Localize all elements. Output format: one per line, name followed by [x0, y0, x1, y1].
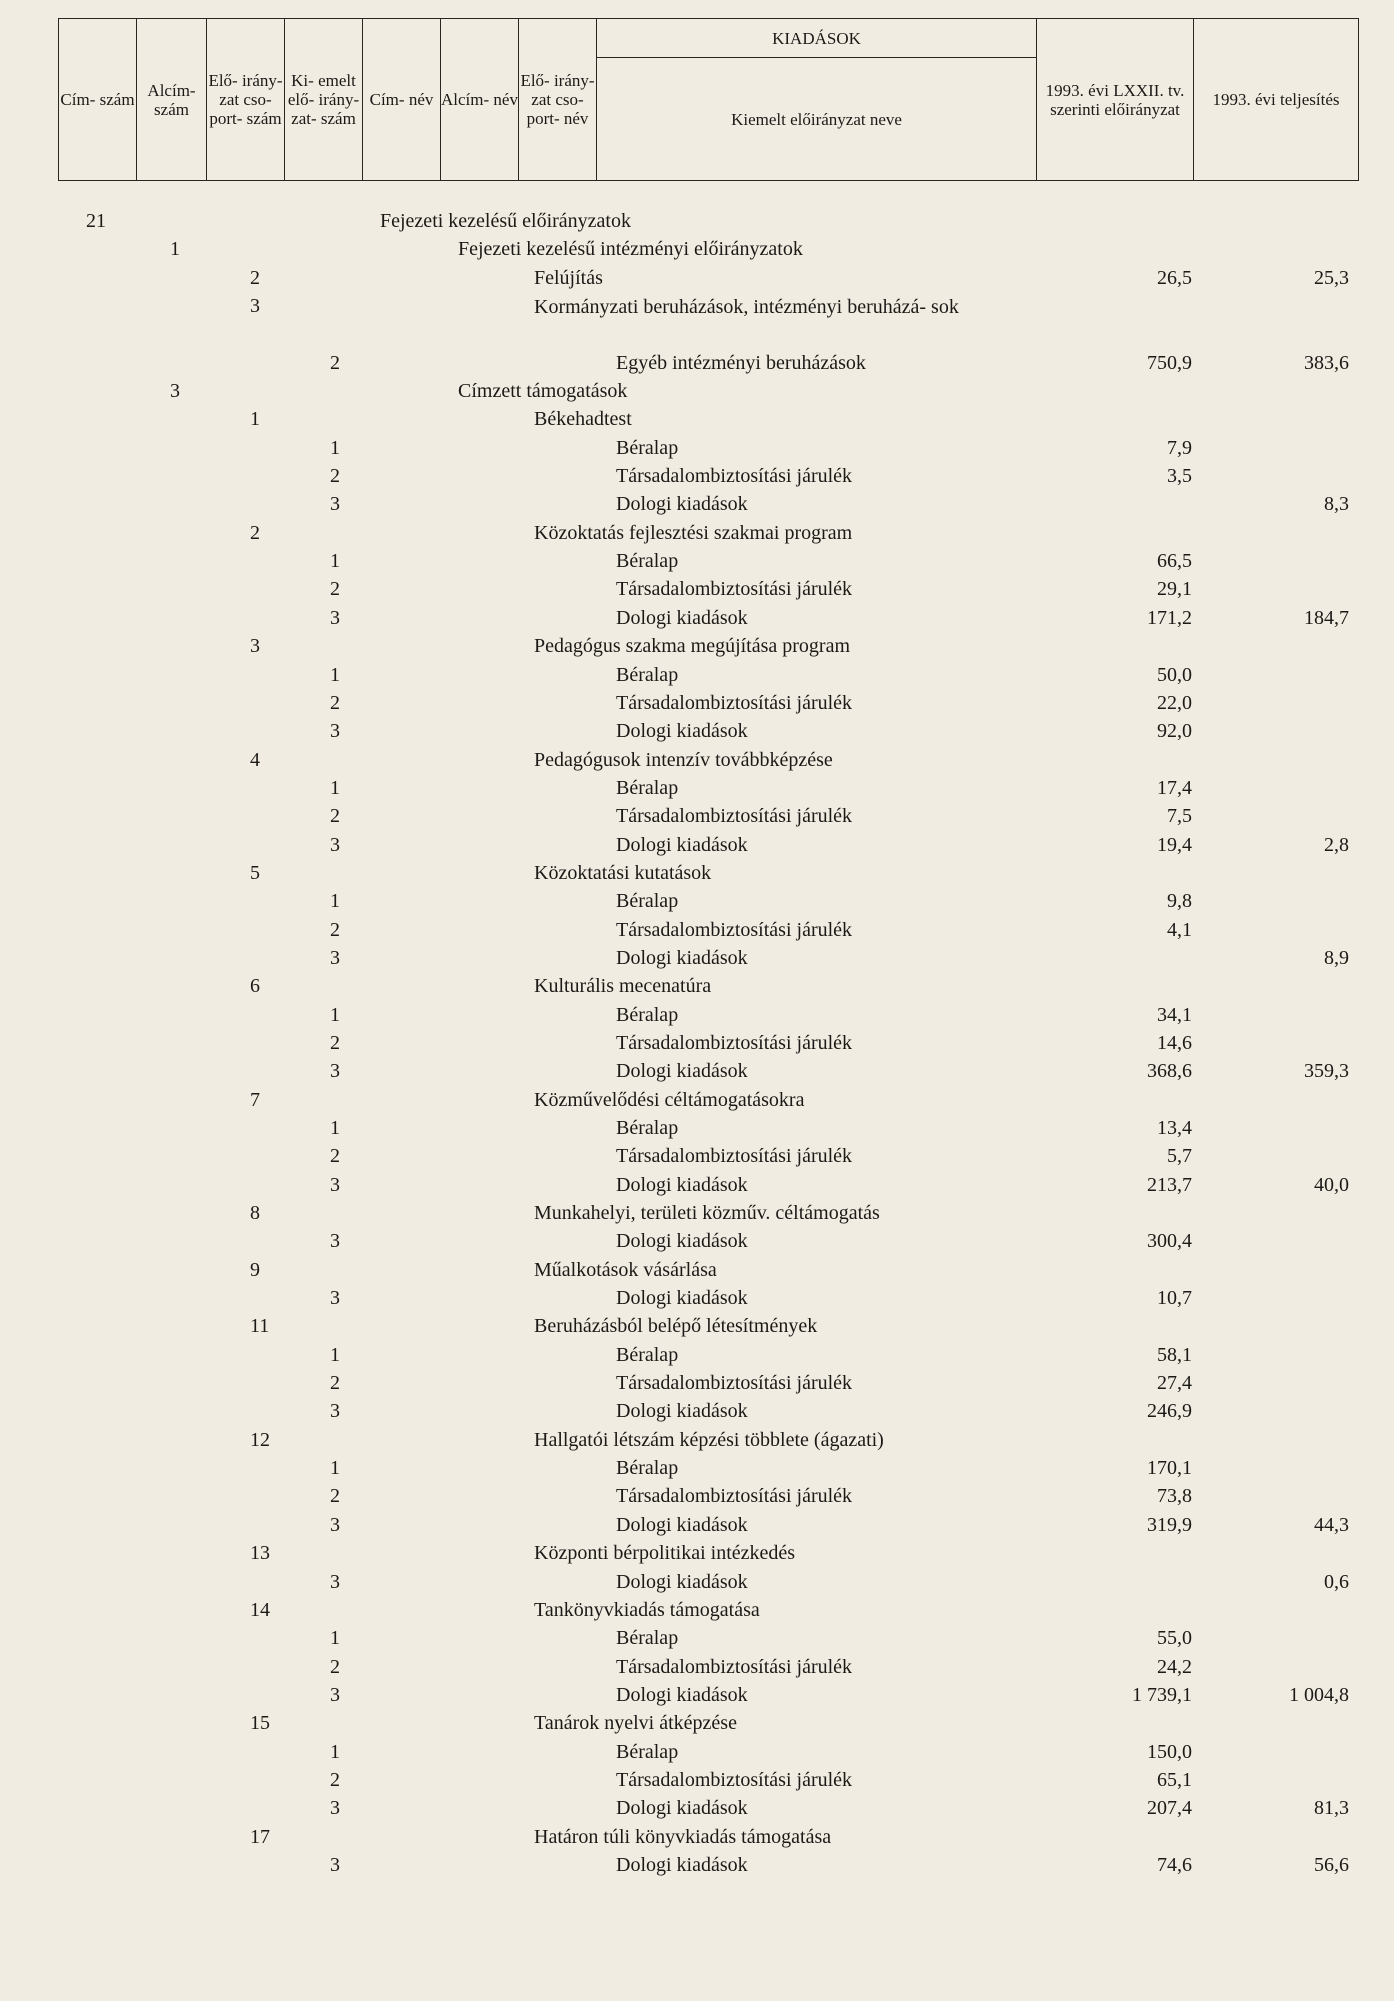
row-plan-value: 171,2 — [1147, 606, 1192, 629]
table-row — [0, 633, 1394, 661]
table-row — [0, 378, 1394, 406]
row-actual-value: 1 004,8 — [1289, 1683, 1349, 1706]
row-plan-value: 3,5 — [1167, 465, 1192, 488]
row-code: 1 — [330, 890, 340, 913]
row-code: 2 — [330, 1031, 340, 1054]
row-code: 12 — [250, 1428, 270, 1451]
row-code: 3 — [170, 380, 180, 403]
header-kiadasok: KIADÁSOK — [597, 19, 1037, 58]
row-plan-value: 170,1 — [1147, 1457, 1192, 1480]
row-name: Dologi kiadások — [616, 1173, 748, 1196]
row-code: 2 — [250, 266, 260, 289]
header-kiemelt-eloiranyzat-neve: Kiemelt előirányzat neve — [597, 58, 1037, 181]
row-code: 1 — [330, 1627, 340, 1650]
row-name: Dologi kiadások — [616, 833, 748, 856]
row-code: 3 — [330, 1400, 340, 1423]
row-plan-value: 9,8 — [1167, 890, 1192, 913]
row-name: Felújítás — [534, 266, 603, 289]
row-name: Közoktatás fejlesztési szakmai program — [534, 521, 853, 544]
table-row — [0, 1342, 1394, 1370]
row-plan-value: 7,5 — [1167, 805, 1192, 828]
row-name: Béralap — [616, 1627, 679, 1650]
row-code: 2 — [330, 1485, 340, 1508]
row-plan-value: 150,0 — [1147, 1740, 1192, 1763]
table-row — [0, 1398, 1394, 1426]
row-name: Dologi kiadások — [616, 1287, 748, 1310]
table-row — [0, 917, 1394, 945]
row-plan-value: 66,5 — [1157, 550, 1192, 573]
row-name: Béralap — [616, 1740, 679, 1763]
row-plan-value: 19,4 — [1157, 833, 1192, 856]
table-row — [0, 406, 1394, 434]
table-row — [0, 1058, 1394, 1086]
row-plan-value: 73,8 — [1157, 1485, 1192, 1508]
row-name: Dologi kiadások — [616, 720, 748, 743]
row-plan-value: 22,0 — [1157, 691, 1192, 714]
row-code: 1 — [330, 436, 340, 459]
table-row — [0, 1852, 1394, 1880]
row-code: 1 — [330, 550, 340, 573]
row-code: 3 — [330, 833, 340, 856]
row-plan-value: 750,9 — [1147, 351, 1192, 374]
table-row — [0, 1002, 1394, 1030]
table-row — [0, 888, 1394, 916]
table-row — [0, 1370, 1394, 1398]
row-name: Béralap — [616, 663, 679, 686]
row-name: Dologi kiadások — [616, 1683, 748, 1706]
header-teljesites-1993: 1993. évi teljesítés — [1194, 19, 1359, 181]
row-actual-value: 56,6 — [1314, 1853, 1349, 1876]
row-name: Fejezeti kezelésű intézményi előirányzatok — [458, 238, 803, 261]
table-row — [0, 1597, 1394, 1625]
row-name: Dologi kiadások — [616, 1400, 748, 1423]
row-name: Kulturális mecenatúra — [534, 975, 712, 998]
row-name: Társadalombiztosítási járulék — [616, 918, 853, 941]
row-code: 13 — [250, 1542, 270, 1565]
row-code: 2 — [330, 1768, 340, 1791]
table-row — [0, 1654, 1394, 1682]
row-name: Társadalombiztosítási járulék — [616, 578, 853, 601]
row-name: Béralap — [616, 1343, 679, 1366]
row-plan-value: 368,6 — [1147, 1060, 1192, 1083]
table-row — [0, 1682, 1394, 1710]
row-name: Dologi kiadások — [616, 1853, 748, 1876]
row-code: 1 — [330, 1457, 340, 1480]
row-plan-value: 10,7 — [1157, 1287, 1192, 1310]
table-row — [0, 463, 1394, 491]
row-name: Egyéb intézményi beruházások — [616, 351, 866, 374]
row-code: 3 — [250, 295, 260, 318]
row-actual-value: 25,3 — [1314, 266, 1349, 289]
row-plan-value: 26,5 — [1157, 266, 1192, 289]
table-row — [0, 236, 1394, 264]
row-name: Béralap — [616, 1003, 679, 1026]
table-row — [0, 803, 1394, 831]
table-row — [0, 208, 1394, 236]
row-actual-value: 383,6 — [1304, 351, 1349, 374]
row-actual-value: 0,6 — [1324, 1570, 1349, 1593]
row-name: Béralap — [616, 550, 679, 573]
row-name: Béralap — [616, 1117, 679, 1139]
row-code: 3 — [330, 606, 340, 629]
row-code: 3 — [330, 1683, 340, 1706]
row-plan-value: 319,9 — [1147, 1513, 1192, 1536]
row-code: 2 — [330, 1372, 340, 1395]
row-code: 2 — [330, 578, 340, 601]
row-plan-value: 92,0 — [1157, 720, 1192, 743]
table-row — [0, 576, 1394, 604]
row-code: 14 — [250, 1598, 270, 1621]
table-row — [0, 832, 1394, 860]
row-code: 1 — [250, 408, 260, 431]
header-cim-nev: Cím- név — [363, 19, 441, 181]
table-row — [0, 520, 1394, 548]
row-code: 1 — [170, 238, 180, 261]
row-code: 3 — [250, 635, 260, 658]
header-eloiranyzat-csoport-nev: Elő- irány- zat cso- port- név — [519, 19, 597, 181]
table-row — [0, 491, 1394, 519]
row-name: Hallgatói létszám képzési többlete (ágazati) — [534, 1428, 884, 1451]
row-name: Társadalombiztosítási járulék — [616, 805, 853, 828]
table-row — [0, 350, 1394, 378]
row-plan-value: 58,1 — [1157, 1343, 1192, 1366]
table-row — [0, 435, 1394, 463]
table-row — [0, 548, 1394, 576]
row-plan-value: 300,4 — [1147, 1230, 1192, 1253]
row-plan-value: 29,1 — [1157, 578, 1192, 601]
row-code: 3 — [330, 720, 340, 743]
row-name: Tankönyvkiadás támogatása — [534, 1598, 760, 1621]
row-code: 3 — [330, 1570, 340, 1593]
row-plan-value: 55,0 — [1157, 1627, 1192, 1650]
table-row — [0, 973, 1394, 1001]
row-name: Tanárok nyelvi átképzése — [534, 1712, 737, 1735]
table-row — [0, 1313, 1394, 1341]
table-row — [0, 265, 1394, 293]
table-row — [0, 1824, 1394, 1852]
row-plan-value: 13,4 — [1157, 1117, 1192, 1139]
row-name: Kormányzati beruházások, intézményi beruházá- sok — [534, 296, 959, 319]
row-code: 2 — [250, 521, 260, 544]
table-row — [0, 1115, 1394, 1143]
header-alcim-szam: Alcím- szám — [137, 19, 207, 181]
row-name: Közművelődési céltámogatásokra — [534, 1088, 805, 1111]
table-row — [0, 1625, 1394, 1653]
row-code: 3 — [330, 1287, 340, 1310]
row-name: Társadalombiztosítási járulék — [616, 465, 853, 488]
table-row — [0, 945, 1394, 973]
row-code: 2 — [330, 465, 340, 488]
header-table — [58, 18, 1359, 181]
row-name: Társadalombiztosítási járulék — [616, 1655, 853, 1678]
row-code: 7 — [250, 1088, 260, 1111]
row-name: Központi bérpolitikai intézkedés — [534, 1542, 796, 1565]
row-code: 2 — [330, 1145, 340, 1168]
row-name: Dologi kiadások — [616, 1570, 748, 1593]
row-name: Dologi kiadások — [616, 1513, 748, 1536]
row-code: 2 — [330, 918, 340, 941]
table-row — [0, 1030, 1394, 1058]
row-name: Dologi kiadások — [616, 1797, 748, 1820]
row-name: Műalkotások vásárlása — [534, 1258, 717, 1281]
row-name: Beruházásból belépő létesítmények — [534, 1315, 818, 1338]
row-actual-value: 81,3 — [1314, 1797, 1349, 1820]
row-plan-value: 5,7 — [1167, 1145, 1192, 1168]
table-row — [0, 1143, 1394, 1171]
row-actual-value: 44,3 — [1314, 1513, 1349, 1536]
row-name: Közoktatási kutatások — [534, 861, 712, 884]
table-row — [0, 1257, 1394, 1285]
row-code: 21 — [86, 210, 106, 232]
row-name: Béralap — [616, 890, 679, 913]
row-code: 1 — [330, 1003, 340, 1026]
header-kiemelt-eloiranyzat-szam: Ki- emelt elő- irány- zat- szám — [285, 19, 363, 181]
row-name: Társadalombiztosítási járulék — [616, 1031, 853, 1054]
row-code: 3 — [330, 1230, 340, 1253]
table-row — [0, 747, 1394, 775]
row-name: Pedagógusok intenzív továbbképzése — [534, 748, 833, 771]
row-code: 1 — [330, 1343, 340, 1366]
row-name: Társadalombiztosítási járulék — [616, 1372, 853, 1395]
row-code: 9 — [250, 1258, 260, 1281]
row-code: 3 — [330, 1853, 340, 1876]
row-plan-value: 50,0 — [1157, 663, 1192, 686]
row-name: Munkahelyi, területi közműv. céltámogatás — [534, 1202, 880, 1225]
row-code: 15 — [250, 1712, 270, 1735]
row-code: 3 — [330, 1060, 340, 1083]
row-name: Társadalombiztosítási járulék — [616, 1768, 853, 1791]
row-actual-value: 359,3 — [1304, 1060, 1349, 1083]
row-code: 1 — [330, 776, 340, 799]
row-code: 2 — [330, 691, 340, 714]
header-cim-szam: Cím- szám — [59, 19, 137, 181]
row-actual-value: 8,9 — [1324, 946, 1349, 969]
row-name: Dologi kiadások — [616, 1060, 748, 1083]
row-plan-value: 65,1 — [1157, 1768, 1192, 1791]
table-row — [0, 662, 1394, 690]
row-code: 8 — [250, 1202, 260, 1225]
row-code: 3 — [330, 1173, 340, 1196]
row-actual-value: 40,0 — [1314, 1173, 1349, 1196]
table-row — [0, 1569, 1394, 1597]
row-code: 3 — [330, 946, 340, 969]
table-row — [0, 1710, 1394, 1738]
table-row — [0, 1228, 1394, 1256]
header-eloiranyzat-csoport-szam: Elő- irány- zat cso- port- szám — [207, 19, 285, 181]
table-row — [0, 1200, 1394, 1228]
row-code: 4 — [250, 748, 260, 771]
row-code: 2 — [330, 805, 340, 828]
row-code: 1 — [330, 1117, 340, 1139]
row-code: 11 — [250, 1315, 270, 1338]
row-plan-value: 74,6 — [1157, 1853, 1192, 1876]
row-name: Pedagógus szakma megújítása program — [534, 635, 851, 658]
table-row — [0, 1285, 1394, 1313]
row-plan-value: 17,4 — [1157, 776, 1192, 799]
table-row — [0, 860, 1394, 888]
table-row — [0, 1483, 1394, 1511]
row-code: 17 — [250, 1825, 270, 1848]
row-actual-value: 8,3 — [1324, 493, 1349, 516]
row-actual-value: 184,7 — [1304, 606, 1349, 629]
table-row — [0, 775, 1394, 803]
row-plan-value: 246,9 — [1147, 1400, 1192, 1423]
row-name: Társadalombiztosítási járulék — [616, 691, 853, 714]
row-name: Béralap — [616, 436, 679, 459]
row-plan-value: 27,4 — [1157, 1372, 1192, 1395]
row-name: Dologi kiadások — [616, 1230, 748, 1253]
table-row — [0, 605, 1394, 633]
table-row — [0, 1512, 1394, 1540]
row-plan-value: 14,6 — [1157, 1031, 1192, 1054]
row-code: 6 — [250, 975, 260, 998]
row-plan-value: 207,4 — [1147, 1797, 1192, 1820]
row-name: Fejezeti kezelésű előirányzatok — [380, 210, 631, 232]
table-row — [0, 1739, 1394, 1767]
row-plan-value: 7,9 — [1167, 436, 1192, 459]
row-name: Béralap — [616, 1457, 679, 1480]
row-name: Békehadtest — [534, 408, 632, 431]
row-code: 3 — [330, 1797, 340, 1820]
table-row — [0, 1172, 1394, 1200]
row-code: 5 — [250, 861, 260, 884]
table-row — [0, 690, 1394, 718]
row-name: Társadalombiztosítási járulék — [616, 1145, 853, 1168]
row-plan-value: 4,1 — [1167, 918, 1192, 941]
row-name: Címzett támogatások — [458, 380, 628, 403]
budget-rows — [0, 208, 1394, 1880]
table-row — [0, 1455, 1394, 1483]
row-code: 1 — [330, 1740, 340, 1763]
row-plan-value: 1 739,1 — [1132, 1683, 1192, 1706]
table-row — [0, 1540, 1394, 1568]
row-code: 3 — [330, 1513, 340, 1536]
row-name: Béralap — [616, 776, 679, 799]
row-code: 1 — [330, 663, 340, 686]
table-row — [0, 1767, 1394, 1795]
header-eloiranyzat-1993: 1993. évi LXXII. tv. szerinti előirányzat — [1037, 19, 1194, 181]
table-row — [0, 293, 1394, 350]
row-name: Dologi kiadások — [616, 946, 748, 969]
row-plan-value: 34,1 — [1157, 1003, 1192, 1026]
row-name: Határon túli könyvkiadás támogatása — [534, 1825, 832, 1848]
table-row — [0, 1795, 1394, 1823]
row-code: 2 — [330, 1655, 340, 1678]
row-name: Társadalombiztosítási járulék — [616, 1485, 853, 1508]
table-row — [0, 718, 1394, 746]
row-actual-value: 2,8 — [1324, 833, 1349, 856]
row-plan-value: 213,7 — [1147, 1173, 1192, 1196]
row-name: Dologi kiadások — [616, 493, 748, 516]
row-code: 2 — [330, 351, 340, 374]
row-plan-value: 24,2 — [1157, 1655, 1192, 1678]
row-name: Dologi kiadások — [616, 606, 748, 629]
header-alcim-nev: Alcím- név — [441, 19, 519, 181]
row-code: 3 — [330, 493, 340, 516]
table-row — [0, 1087, 1394, 1115]
table-row — [0, 1427, 1394, 1455]
